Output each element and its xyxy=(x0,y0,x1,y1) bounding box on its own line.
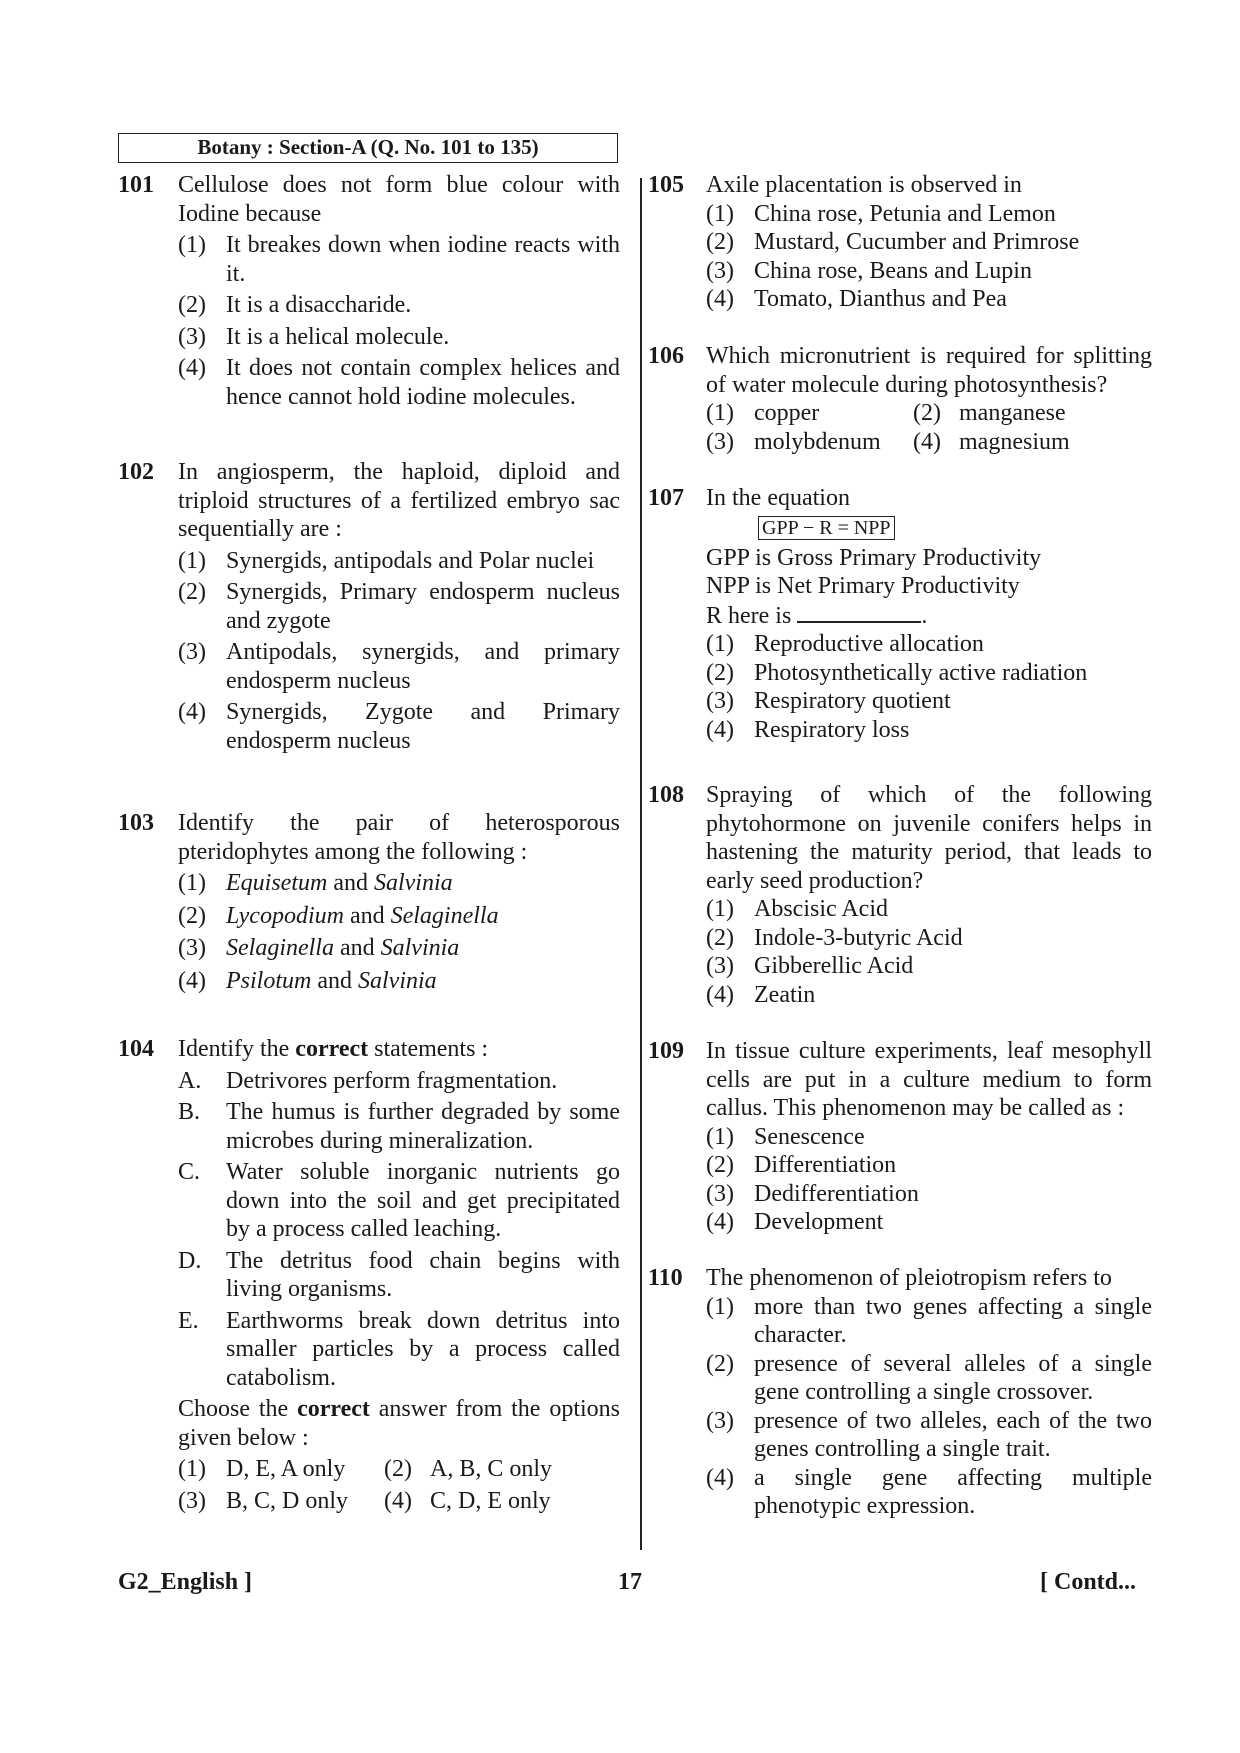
question-103 xyxy=(118,809,620,995)
option-3[interactable] xyxy=(178,638,620,695)
statement-b xyxy=(178,1098,620,1155)
option-number: (1) xyxy=(178,547,206,574)
conjunction: and xyxy=(349,902,385,929)
option-number: (4) xyxy=(178,355,206,381)
option-2[interactable] xyxy=(178,578,620,635)
option-text: Synergids, Zygote and Primary endosperm nucleus xyxy=(226,699,620,754)
statement-label: B. xyxy=(178,1099,201,1125)
statement-e xyxy=(178,1307,620,1393)
question-text: In tissue culture experiments, leaf mesophyll cells are put in a culture medium to form callus. This phenomenon may be called as : xyxy=(706,1038,1152,1121)
option-4[interactable]: (4) Development xyxy=(706,1209,884,1235)
statement-text: The detritus food chain begins with living organisms. xyxy=(226,1247,620,1302)
conjunction: and xyxy=(339,935,375,961)
option-1[interactable]: (1) Senescence xyxy=(706,1123,865,1150)
question-text: Which micronutrient is required for splitting of water molecule during photosynthesis? xyxy=(706,343,1152,398)
option-text: It breakes down when iodine reacts with it. xyxy=(226,232,620,287)
option-4[interactable]: (4) magnesium xyxy=(913,428,1070,455)
option-1[interactable]: (1) copper xyxy=(706,400,820,426)
option-3[interactable]: (3) Respiratory quotient xyxy=(706,688,951,714)
genus-name: Salvinia xyxy=(380,935,460,961)
question-text: Cellulose does not form blue colour with Iodine because xyxy=(178,172,620,227)
option-text: It does not contain complex helices and hence cannot hold iodine molecules. xyxy=(226,355,620,410)
question-number: 105 xyxy=(648,172,684,198)
option-1[interactable]: (1) Abscisic Acid xyxy=(706,896,888,922)
statement-label: A. xyxy=(178,1067,202,1094)
statement-d xyxy=(178,1247,620,1304)
question-number: 108 xyxy=(648,782,684,808)
option-number: (3) xyxy=(178,639,206,665)
option-1[interactable] xyxy=(178,231,620,288)
question-text: Identify the correct statements : xyxy=(178,1036,489,1062)
question-text: In the equation xyxy=(706,485,850,511)
question-number: 104 xyxy=(118,1036,154,1062)
option-number: (2) xyxy=(178,579,206,605)
question-106 xyxy=(648,342,1152,456)
options-row xyxy=(178,1487,620,1516)
choose-instruction: Choose the correct answer from the options given below : xyxy=(178,1396,621,1451)
option-text: It is a disaccharide. xyxy=(226,292,412,318)
section-header: Botany : Section-A (Q. No. 101 to 135) xyxy=(118,133,618,163)
option-4[interactable]: (4) a single gene affecting multiple phenotypic expression. xyxy=(706,1464,1152,1519)
question-105 xyxy=(648,171,1152,314)
question-text: In angiosperm, the haploid, diploid and triploid structures of a fertilized embryo sac sequentially are : xyxy=(178,459,620,542)
option-4[interactable]: (4) Zeatin xyxy=(706,981,816,1008)
statement-text: Water soluble inorganic nutrients go down into the soil and get precipitated by a process called leaching. xyxy=(226,1159,620,1242)
option-3[interactable]: (3) presence of two alleles, each of the two genes controlling a single trait. xyxy=(706,1407,1152,1462)
question-number: 107 xyxy=(648,485,684,511)
option-number: (1) xyxy=(178,870,206,896)
option-4[interactable] xyxy=(178,354,620,411)
option-1[interactable]: (1) China rose, Petunia and Lemon xyxy=(706,200,1056,227)
statement-a xyxy=(178,1067,620,1096)
option-2[interactable]: (2) presence of several alleles of a single gene controlling a single crossover. xyxy=(706,1350,1152,1405)
question-104 xyxy=(118,1035,620,1515)
conjunction: and xyxy=(317,967,352,994)
question-102 xyxy=(118,458,620,755)
definition-gpp: GPP is Gross Primary Productivity xyxy=(706,544,1042,571)
column-divider xyxy=(640,178,642,1550)
option-number: (2) xyxy=(178,902,206,929)
option-2[interactable] xyxy=(178,291,620,320)
option-2[interactable] xyxy=(178,902,620,931)
question-text: Spraying of which of the following phytohormone on juvenile conifers helps in hastening the maturity period, that leads to early seed production? xyxy=(706,782,1152,894)
option-number: (2) xyxy=(178,292,206,318)
genus-name: Salvinia xyxy=(358,967,437,994)
question-108 xyxy=(648,781,1152,1009)
option-3[interactable] xyxy=(178,323,620,352)
option-2[interactable]: (2) Photosynthetically active radiation xyxy=(706,659,1088,686)
fill-in-blank: R here is . xyxy=(706,602,928,629)
genus-name: Psilotum xyxy=(226,967,312,994)
options-row xyxy=(178,1455,620,1484)
option-2[interactable]: (2) A, B, C only xyxy=(384,1456,553,1482)
option-number: (1) xyxy=(178,232,206,258)
statement-label: E. xyxy=(178,1307,199,1334)
option-number: (4) xyxy=(178,699,206,725)
option-2[interactable]: (2) manganese xyxy=(913,400,1066,426)
question-number: 103 xyxy=(118,810,154,836)
option-1[interactable]: (1) D, E, A only xyxy=(178,1456,346,1482)
question-text: The phenomenon of pleiotropism refers to xyxy=(706,1265,1112,1291)
question-number: 101 xyxy=(118,172,154,198)
question-number: 106 xyxy=(648,343,684,369)
genus-name: Lycopodium xyxy=(226,902,344,929)
option-text: It is a helical molecule. xyxy=(226,323,450,350)
definition-npp: NPP is Net Primary Productivity xyxy=(706,573,1020,599)
option-text: Synergids, Primary endosperm nucleus and zygote xyxy=(226,579,620,634)
footer-paper-code: G2_English ] xyxy=(118,1569,253,1595)
genus-name: Selaginella xyxy=(390,902,499,929)
option-2[interactable]: (2) Indole-3-butyric Acid xyxy=(706,924,963,951)
option-4[interactable]: (4) C, D, E only xyxy=(384,1487,551,1514)
question-text: Axile placentation is observed in xyxy=(706,172,1022,198)
statement-text: The humus is further degraded by some microbes during mineralization. xyxy=(226,1099,620,1154)
question-107 xyxy=(648,484,1152,744)
statement-text: Earthworms break down detritus into smaller particles by a process called catabolism. xyxy=(226,1307,620,1391)
option-number: (3) xyxy=(178,323,206,350)
footer-continued: [ Contd... xyxy=(1040,1569,1137,1595)
statement-label: D. xyxy=(178,1247,202,1274)
option-4[interactable]: (4) Tomato, Dianthus and Pea xyxy=(706,286,1007,312)
genus-name: Selaginella xyxy=(226,935,334,961)
option-3[interactable]: (3) molybdenum xyxy=(706,428,881,455)
option-4[interactable] xyxy=(178,698,620,755)
options-row xyxy=(706,399,1152,428)
question-number: 102 xyxy=(118,459,154,485)
option-3[interactable]: (3) B, C, D only xyxy=(178,1487,349,1514)
option-4[interactable] xyxy=(178,967,620,996)
question-109 xyxy=(648,1037,1152,1237)
genus-name: Salvinia xyxy=(373,870,453,896)
genus-name: Equisetum xyxy=(226,870,328,896)
option-1[interactable] xyxy=(178,869,620,898)
option-3[interactable] xyxy=(178,934,620,963)
question-number: 109 xyxy=(648,1038,684,1064)
statement-text: Detrivores perform fragmentation. xyxy=(226,1067,558,1094)
question-number: 110 xyxy=(648,1265,683,1291)
question-110 xyxy=(648,1264,1152,1521)
option-1[interactable]: (1) more than two genes affecting a single character. xyxy=(706,1293,1152,1348)
option-3[interactable]: (3) China rose, Beans and Lupin xyxy=(706,257,1032,284)
equation-box: GPP − R = NPP xyxy=(758,516,895,540)
option-text: Antipodals, synergids, and primary endosperm nucleus xyxy=(226,639,620,694)
conjunction: and xyxy=(333,870,368,896)
option-3[interactable]: (3) Gibberellic Acid xyxy=(706,953,914,979)
statement-c xyxy=(178,1158,620,1244)
option-2[interactable]: (2) Differentiation xyxy=(706,1152,897,1178)
option-4[interactable]: (4) Respiratory loss xyxy=(706,716,910,743)
options-row xyxy=(706,428,1152,457)
answer-blank xyxy=(797,601,921,623)
option-text: Synergids, antipodals and Polar nuclei xyxy=(226,547,595,574)
option-1[interactable]: (1) Reproductive allocation xyxy=(706,631,984,657)
question-text: Identify the pair of heterosporous pteridophytes among the following : xyxy=(178,810,620,865)
question-101 xyxy=(118,171,620,411)
option-number: (4) xyxy=(178,967,206,994)
statement-label: C. xyxy=(178,1159,201,1185)
option-number: (3) xyxy=(178,935,206,961)
option-3[interactable]: (3) Dedifferentiation xyxy=(706,1180,919,1207)
option-1[interactable] xyxy=(178,547,620,576)
footer-page-number: 17 xyxy=(618,1569,642,1595)
option-2[interactable]: (2) Mustard, Cucumber and Primrose xyxy=(706,229,1080,255)
